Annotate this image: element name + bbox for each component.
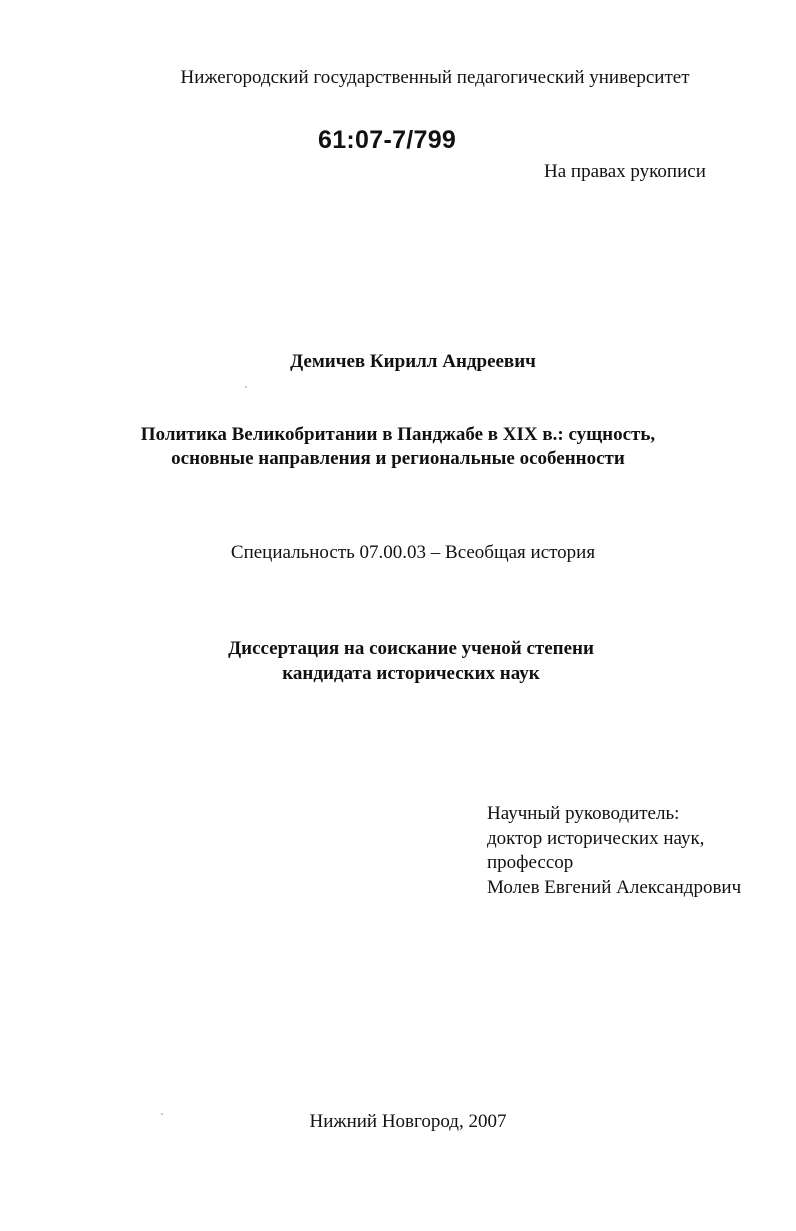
catalog-number: 61:07-7/799 bbox=[318, 126, 457, 154]
place-and-year: Нижний Новгород, 2007 bbox=[309, 1111, 507, 1132]
rights-notice: На правах рукописи bbox=[544, 161, 706, 182]
advisor-line: Научный руководитель: bbox=[487, 803, 680, 824]
dissertation-title-line: Политика Великобритании в Панджабе в XIX в.: сущность, bbox=[140, 424, 656, 445]
degree-line: Диссертация на соискание ученой степени bbox=[228, 638, 594, 659]
author-name: Демичев Кирилл Андреевич bbox=[290, 351, 536, 372]
advisor-line: Молев Евгений Александрович bbox=[487, 876, 742, 898]
advisor-line: доктор исторических наук, bbox=[487, 827, 705, 849]
scan-speck bbox=[245, 386, 247, 388]
scan-speck bbox=[161, 1113, 163, 1115]
specialty-line: Специальность 07.00.03 – Всеобщая история bbox=[230, 542, 596, 563]
scientific-advisor-block bbox=[487, 802, 741, 900]
degree-line: кандидата исторических наук bbox=[282, 663, 540, 684]
dissertation-title-line: основные направления и региональные особенности bbox=[171, 448, 625, 469]
advisor-line: профессор bbox=[487, 852, 574, 873]
university-name: Нижегородский государственный педагогический университет bbox=[180, 67, 690, 88]
